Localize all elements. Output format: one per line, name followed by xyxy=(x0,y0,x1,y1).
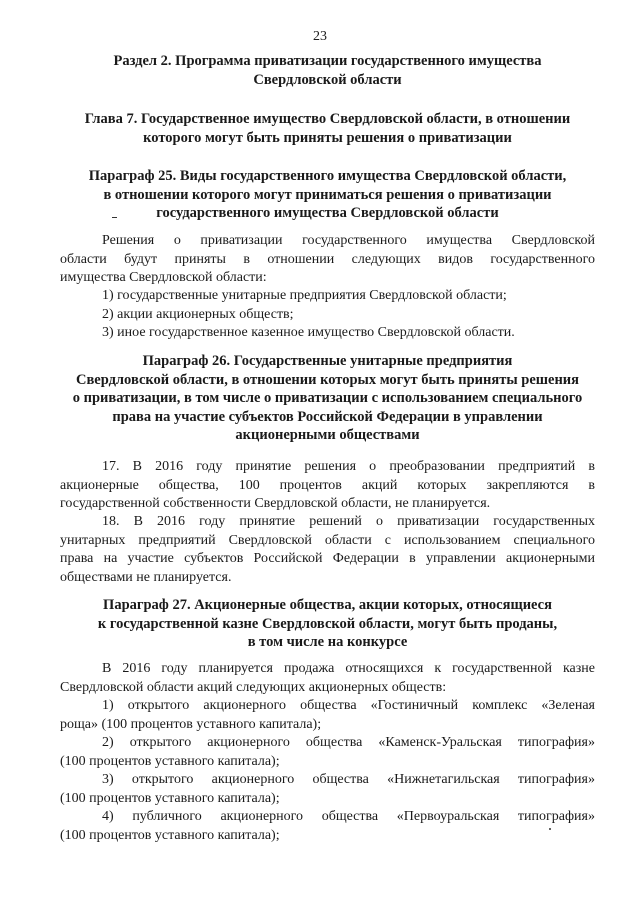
list-item: 1) государственные унитарные предприятия Свердловской области; xyxy=(102,288,507,303)
paragraph-25-title: Параграф 25. Виды государственного имущества Свердловской области, в отношении которого могут приниматься решения о приватизации государственного имущества Свердловской области xyxy=(88,168,567,221)
section-title: Раздел 2. Программа приватизации государственного имущества Свердловской области xyxy=(113,53,542,88)
company-item-3: 3) открытого акционерного общества «Нижнетагильская типография» (100 процентов уставного капитала); xyxy=(60,772,595,806)
paragraph-26-title: Параграф 26. Государственные унитарные предприятия Свердловской области, в отношении которых могут быть приняты решения о приватизации, в том числе о приватизации с использованием специального права на участие субъектов Российской Федерации в управлении акционерными обществами xyxy=(72,353,583,443)
company-item-1: 1) открытого акционерного общества «Гостиничный комплекс «Зеленая роща» (100 процентов уставного капитала); xyxy=(60,698,595,732)
paragraph-27-intro: В 2016 году планируется продажа относящихся к государственной казне Свердловской области акций следующих акционерных обществ: xyxy=(60,661,595,695)
scan-artifact xyxy=(112,217,117,218)
list-item: 2) акции акционерных обществ; xyxy=(102,306,294,322)
scan-artifact xyxy=(549,828,551,830)
chapter-title: Глава 7. Государственное имущество Свердловской области, в отношении которого могут быть приняты решения о приватизации xyxy=(84,111,571,146)
paragraph-25-intro: Решения о приватизации государственного имущества Свердловской области будут приняты в отношении следующих видов государственного имущества Свердловской области: xyxy=(60,233,595,285)
list-item: 3) иное государственное казенное имущество Свердловской области. xyxy=(102,325,515,340)
item-17: 17. В 2016 году принятие решения о преобразовании предприятий в акционерные общества, 100 процентов акций которых закрепляются в государственной собственности Свердловской области, не планируется. xyxy=(60,459,595,511)
paragraph-25-list xyxy=(60,287,595,343)
paragraph-27-title: Параграф 27. Акционерные общества, акции которых, относящиеся к государственной казне Свердловской области, могут быть проданы, в том числе на конкурсе xyxy=(97,597,558,650)
company-item-4: 4) публичного акционерного общества «Первоуральская типография» (100 процентов уставного капитала); xyxy=(60,809,595,843)
item-18: 18. В 2016 году принятие решений о приватизации государственных унитарных предприятий Свердловской области с использованием специального права на участие субъектов Российской Федерации в управлении акционерными обществами не планируется. xyxy=(60,514,595,585)
company-item-2: 2) открытого акционерного общества «Каменск-Уральская типография» (100 процентов уставного капитала); xyxy=(60,735,595,769)
page-number: 23 xyxy=(313,29,327,44)
